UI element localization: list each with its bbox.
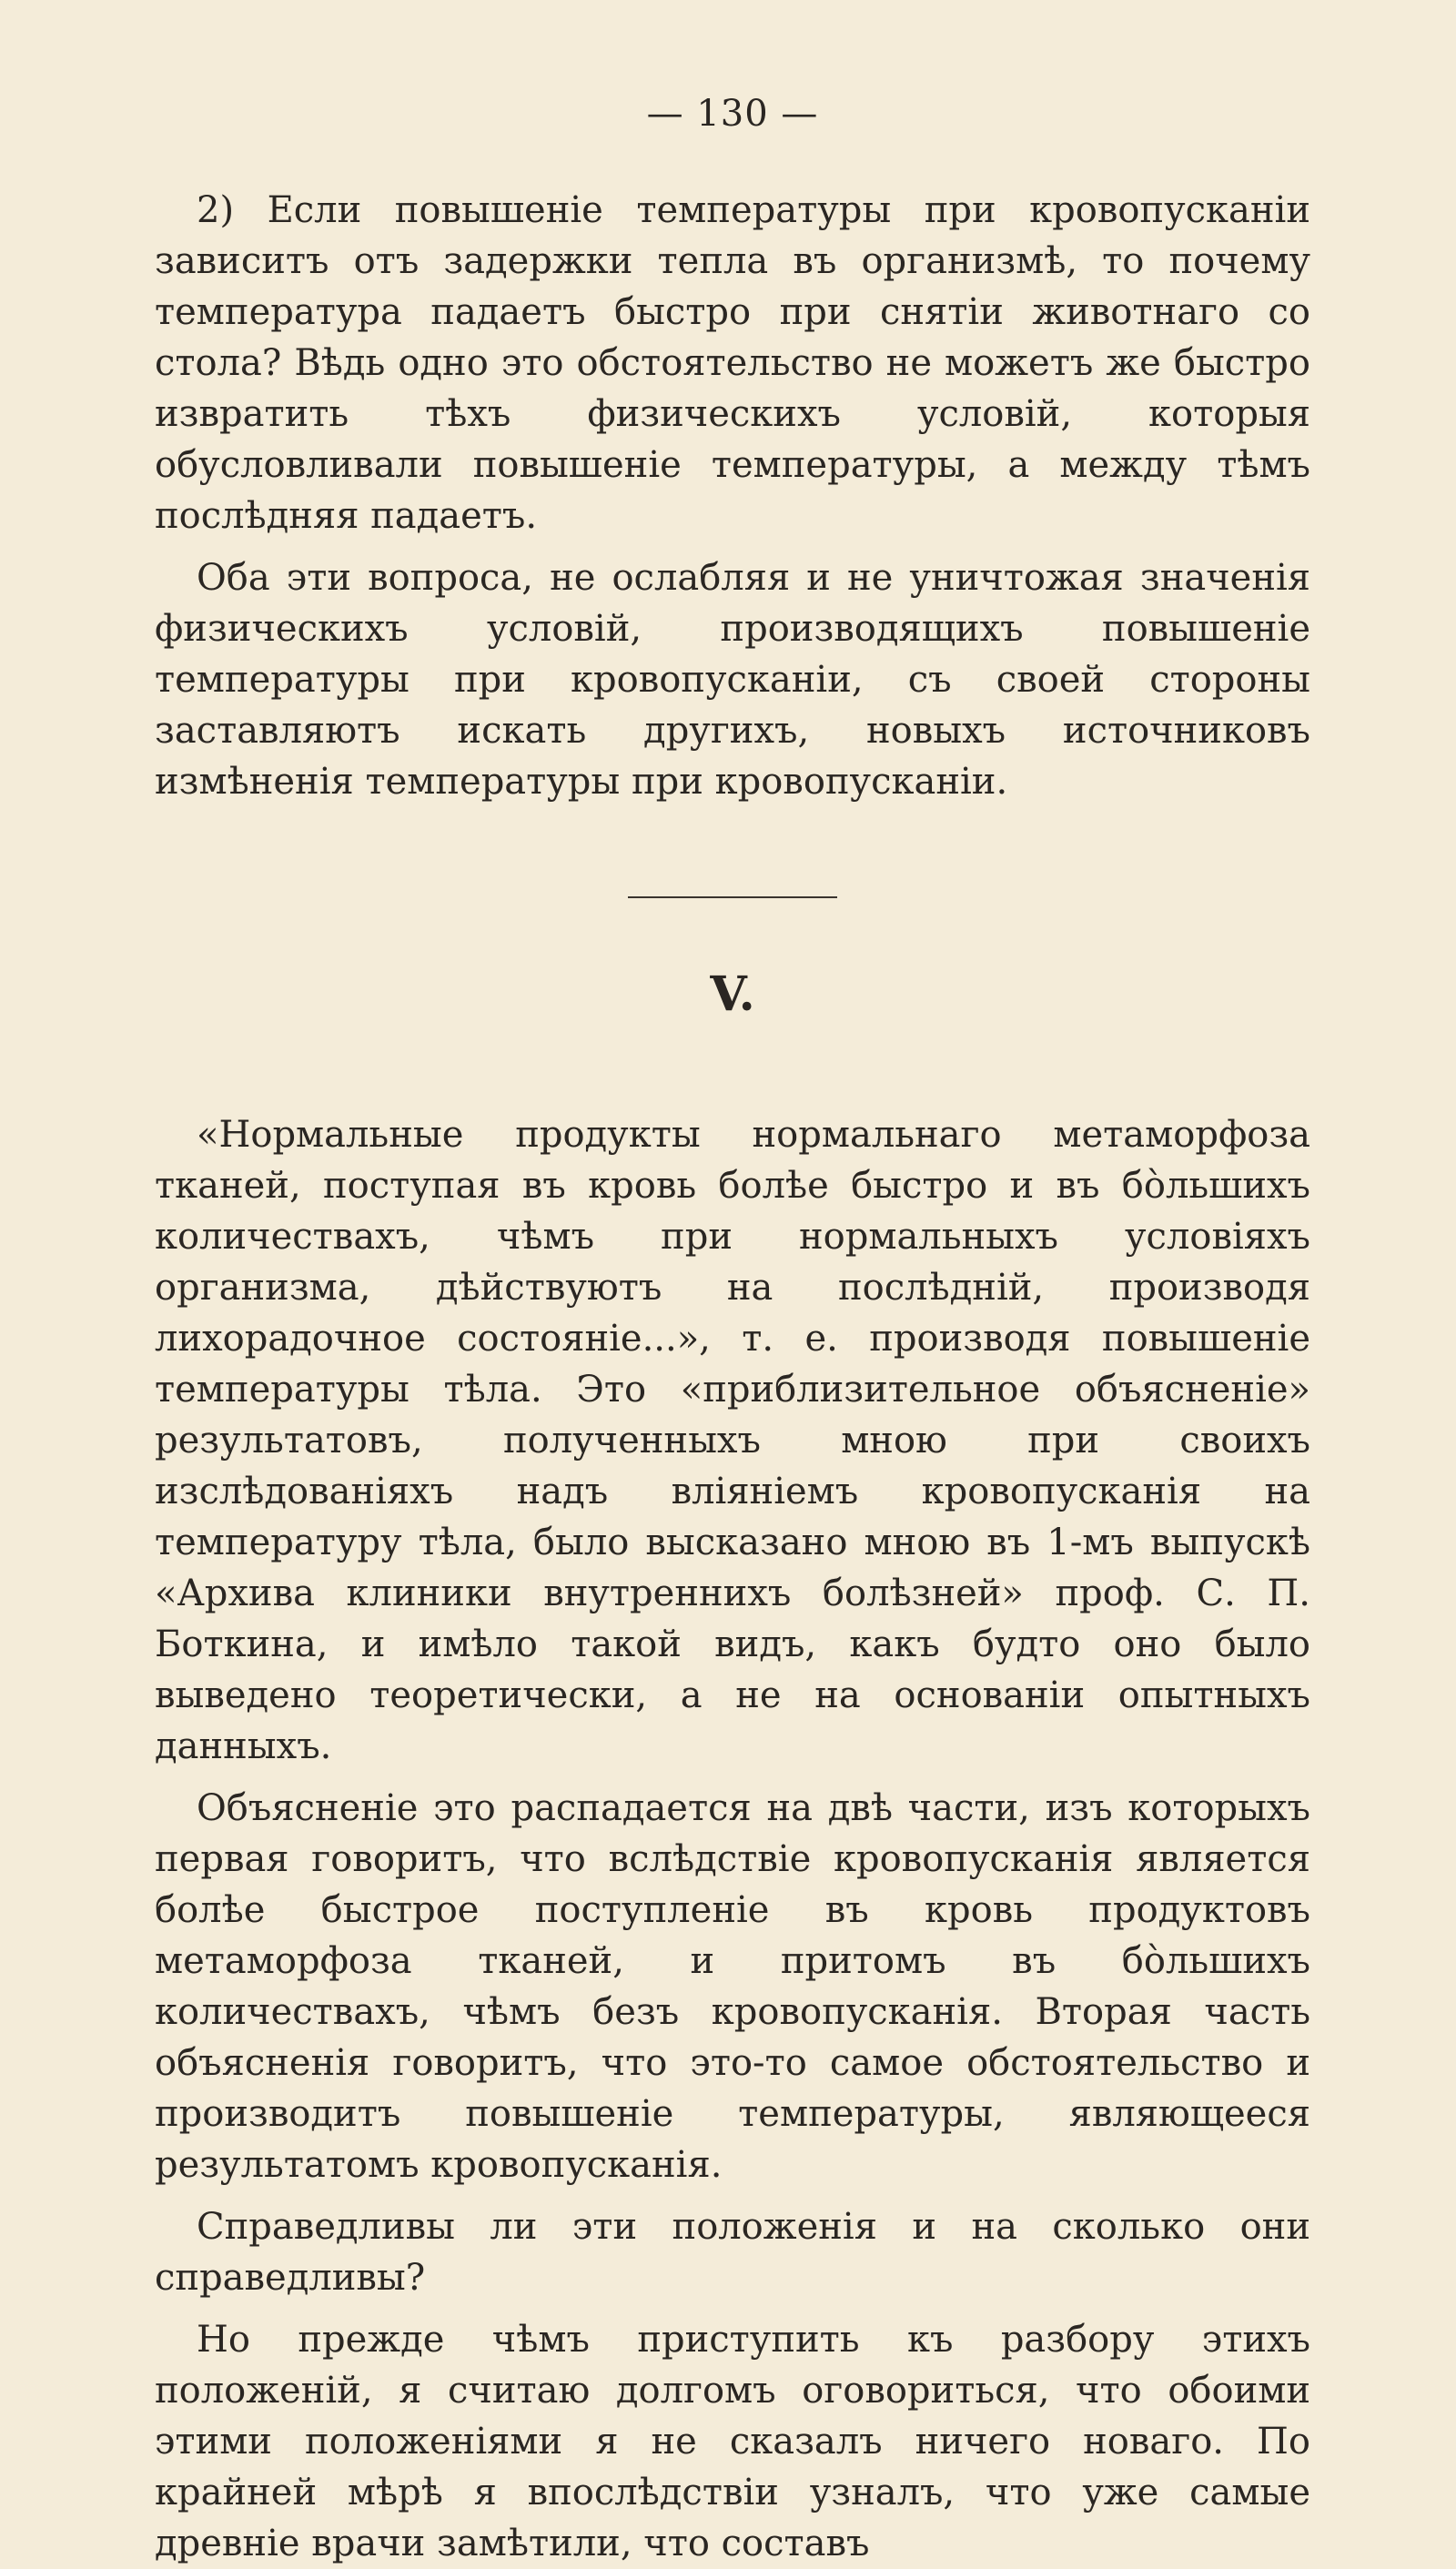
section-divider-rule: [628, 896, 837, 898]
paragraph-gap: [155, 2190, 1310, 2201]
book-page: [155, 93, 1310, 2569]
paragraph-question-2: 2) Если повышеніе температуры при кровопусканіи зависитъ отъ задержки тепла въ организмѣ, то почему температура падаетъ быстро при снятіи животнаго со стола? Вѣдь одно это обстоятельство не можетъ же быстро извратить тѣхъ физическихъ условій, которыя обусловливали повышеніе температуры, а между тѣмъ послѣдняя падаетъ.: [155, 189, 1310, 537]
paragraph-question: Справедливы ли эти положенія и на сколько они справедливы?: [155, 2206, 1310, 2299]
page-number: — 130 —: [646, 93, 819, 135]
paragraph-gap: [155, 541, 1310, 552]
paragraph-gap: [155, 1772, 1310, 1783]
paragraph-disclaimer: Но прежде чѣмъ приступить къ разбору этихъ положеній, я считаю долгомъ оговориться, что обоими этими положеніями я не сказалъ ничего новаго. По крайней мѣрѣ я впослѣдствіи узналъ, что уже самые древніе врачи замѣтили, что составъ: [155, 2319, 1310, 2564]
paragraph-both-questions: Оба эти вопроса, не ослабляя и не уничтожая значенія физическихъ условій, производящихъ повышеніе температуры при кровопусканіи, съ своей стороны заставляютъ искать другихъ, новыхъ источниковъ измѣненія температуры при кровопусканіи.: [155, 557, 1310, 803]
section-body: [155, 1109, 1310, 2569]
paragraph-gap: [155, 2303, 1310, 2314]
paragraph-quote-explanation: «Нормальные продукты нормальнаго метаморфоза тканей, поступая въ кровь болѣе быстро и въ бо̀льшихъ количествахъ, чѣмъ при нормальныхъ условіяхъ организма, дѣйствуютъ на послѣдній, производя лихорадочное состояніе...», т. е. производя повышеніе температуры тѣла. Это «приблизительное объясненіе» результатовъ, полученныхъ мною при своихъ изслѣдованіяхъ надъ вліяніемъ кровопусканія на температуру тѣла, было высказано мною въ 1-мъ выпускѣ «Архива клиники внутреннихъ болѣзней» проф. С. П. Боткина, и имѣло такой видъ, какъ будто оно было выведено теоретически, а не на основаніи опытныхъ данныхъ.: [155, 1114, 1310, 1767]
paragraph-two-parts: Объясненіе это распадается на двѣ части, изъ которыхъ первая говоритъ, что вслѣдствіе кровопусканія является болѣе быстрое поступленіе въ кровь продуктовъ метаморфоза тканей, и притомъ въ бо̀льшихъ количествахъ, чѣмъ безъ кровопусканія. Вторая часть объясненія говоритъ, что это-то самое обстоятельство и производитъ повышеніе температуры, являющееся результатомъ кровопусканія.: [155, 1787, 1310, 2186]
section-heading: V.: [710, 966, 755, 1022]
